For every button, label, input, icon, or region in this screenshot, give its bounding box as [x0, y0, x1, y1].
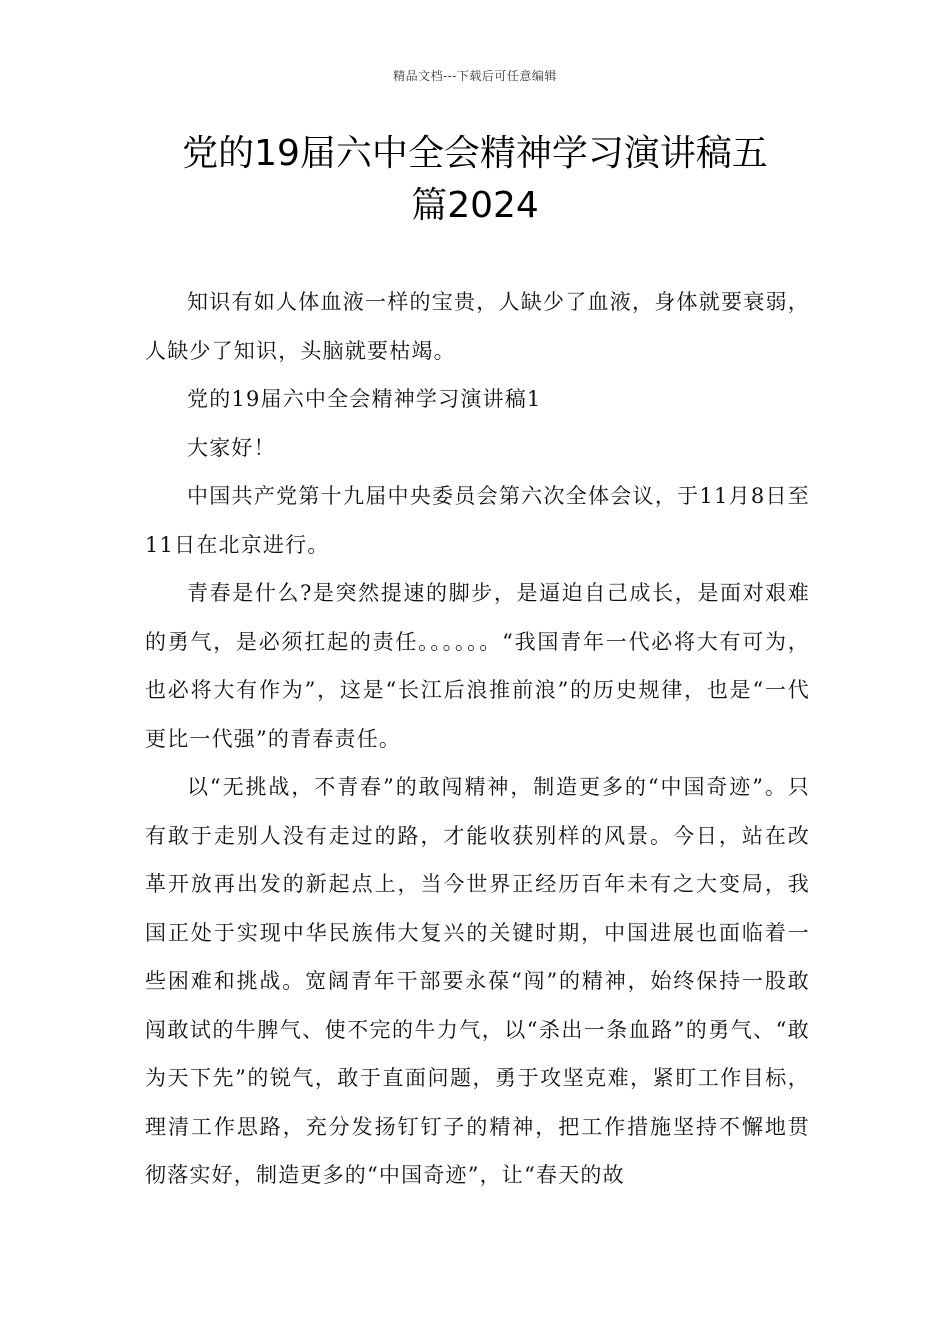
title-line-2: 篇2024	[411, 185, 539, 226]
document-title	[120, 128, 830, 232]
document-body	[145, 278, 810, 1200]
paragraph: 以“无挑战，不青春”的敢闯精神，制造更多的“中国奇迹”。只有敢于走别人没有走过的路，才能收获别样的风景。今日，站在改革开放再出发的新起点上，当今世界正经历百年未有之大变局，我国正处于实现中华民族伟大复兴的关键时期，中国进展也面临着一些困难和挑战。宽阔青年干部要永葆“闯”的精神，始终保持一股敢闯敢试的牛脾气、使不完的牛力气，以“杀出一条血路”的勇气、“敢为天下先”的锐气，敢于直面问题，勇于攻坚克难，紧盯工作目标，理清工作思路，充分发扬钉钉子的精神，把工作措施坚持不懈地贯彻落实好，制造更多的“中国奇迹”，让“春天的故	[145, 775, 810, 1187]
header-note: 精品文档---下载后可任意编辑	[393, 69, 557, 83]
paragraph: 青春是什么?是突然提速的脚步，是逼迫自己成长，是面对艰难的勇气，是必须扛起的责任。。。。。。“我国青年一代必将大有可为，也必将大有作为”，这是“长江后浪推前浪”的历史规律，也是“一代更比一代强”的青春责任。	[145, 581, 810, 751]
paragraph: 党的19届六中全会精神学习演讲稿1	[187, 387, 542, 411]
paragraph: 知识有如人体血液一样的宝贵，人缺少了血液，身体就要衰弱，人缺少了知识，头脑就要枯竭。	[145, 290, 810, 363]
paragraph: 大家好！	[187, 435, 276, 460]
title-line-1: 党的19届六中全会精神学习演讲稿五	[182, 133, 768, 174]
paragraph: 中国共产党第十九届中央委员会第六次全体会议，于11月8日至11日在北京进行。	[145, 484, 810, 557]
